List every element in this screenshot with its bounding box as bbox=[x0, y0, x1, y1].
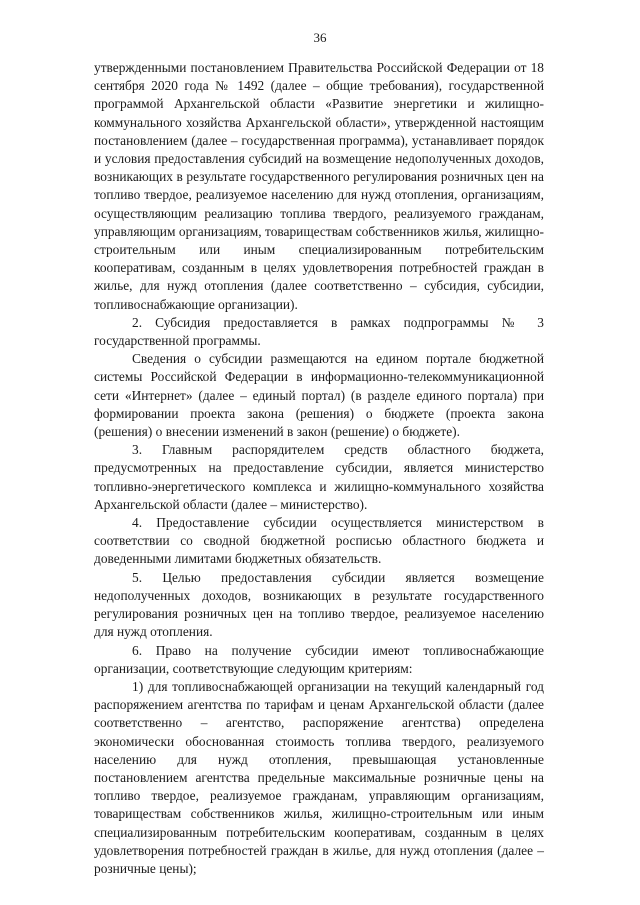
paragraph-item-5: 5. Целью предоставления субсидии является возмещение недополученных доходов, возникающих в результате государственного регулирования розничных цен на топливо твердое, реализуемое населению для нужд отопления. bbox=[94, 569, 544, 640]
paragraph-portal-info: Сведения о субсидии размещаются на едином портале бюджетной системы Российской Федерации в информационно-телекоммуникационной сети «Интернет» (далее – единый портал) (в разделе единого портала) при формировании проекта закона (решения) о бюджете (проекта закона (решения) о внесении изменений в закон (решение) о бюджете). bbox=[94, 351, 544, 440]
paragraph-item-4: 4. Предоставление субсидии осуществляется министерством в соответствии со сводной бюджетной росписью областного бюджета и доведенными лимитами бюджетных обязательств. bbox=[94, 515, 544, 567]
paragraph-item-6: 6. Право на получение субсидии имеют топливоснабжающие организации, соответствующие следующим критериям: bbox=[94, 642, 544, 676]
paragraph-item-3: 3. Главным распорядителем средств областного бюджета, предусмотренных на предоставление субсидии, является министерство топливно-энергетического комплекса и жилищно-коммунального хозяйства Архангельской области (далее – министерство). bbox=[94, 442, 544, 512]
page-number: 36 bbox=[313, 30, 327, 45]
paragraph-criterion-1: 1) для топливоснабжающей организации на текущий календарный год распоряжением агентства по тарифам и ценам Архангельской области (далее соответственно – агентство, распоряжение агентства) определена экономически обоснованная стоимость топлива твердого, реализуемого населению для нужд отопления, превышающая установленные постановлением агентства предельные максимальные розничные цены на топливо твердое, реализуемое гражданам, управляющим организациям, товариществам собственников жилья, жилищно-строительным или иным специализированным потребительским кооперативам, созданным в целях удовлетворения потребностей граждан в жилье, для нужд отопления (далее – розничные цены); bbox=[94, 678, 544, 876]
paragraph-continuation: утвержденными постановлением Правительства Российской Федерации от 18 сентября 2020 года № 1492 (далее – общие требования), государственной программой Архангельской области «Развитие энергетики и жилищно-коммунального хозяйства Архангельской области», утвержденной настоящим постановлением (далее – государственная программа), устанавливает порядок и условия предоставления субсидий на возмещение недополученных доходов, возникающих в результате государственного регулирования розничных цен на топливо твердое, реализуемое населению для нужд отопления, организациям, осуществляющим реализацию топлива твердого, реализуемого гражданам, управляющим организациям, товариществам собственников жилья, жилищно-строительным или иным специализированным потребительским кооперативам, созданным в целях удовлетворения потребностей граждан в жилье, для нужд отопления (далее соответственно – субсидия, субсидии, топливоснабжающие организации). bbox=[94, 60, 544, 312]
document-body bbox=[94, 59, 544, 878]
paragraph-item-2: 2. Субсидия предоставляется в рамках подпрограммы № 3 государственной программы. bbox=[94, 314, 544, 349]
